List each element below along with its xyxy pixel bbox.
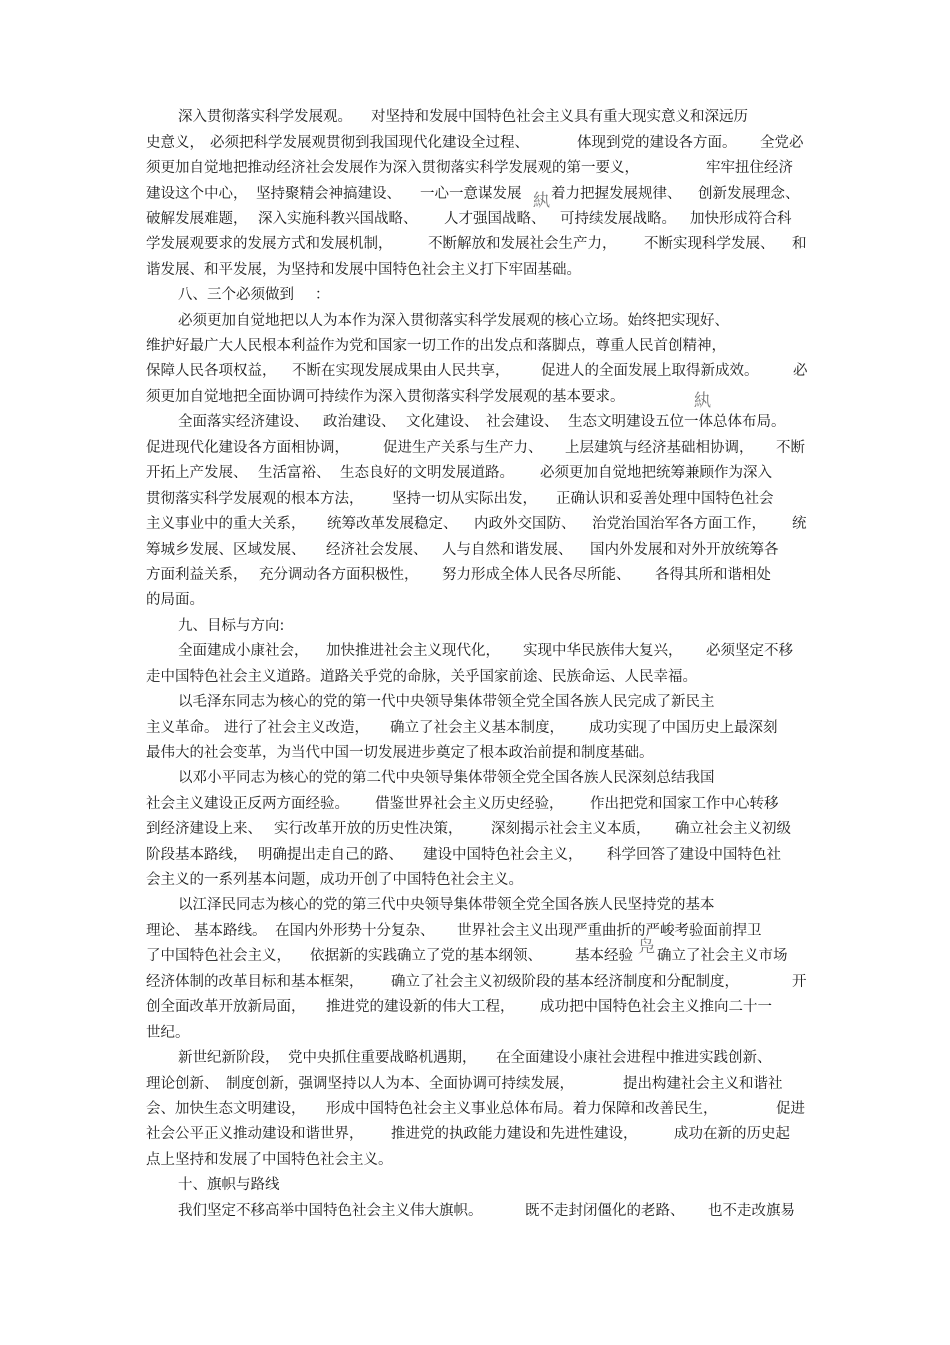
text-segment: 全面落实经济建设、: [178, 414, 309, 430]
text-segment: 统筹改革发展稳定、: [327, 516, 458, 532]
text-segment: 坚持聚精会神搞建设、: [256, 186, 401, 202]
text-segment: 科学回答了建设中国特色社: [607, 847, 781, 863]
text-segment: 以毛泽东同志为核心的党的第一代中央领导集体带领全党全国各族人民完成了新民主: [178, 694, 715, 710]
text-segment: 加快形成符合科: [690, 211, 792, 227]
text-segment: 也不走改旗易: [708, 1203, 795, 1219]
text-segment: 创全面改革开放新局面，: [146, 999, 306, 1015]
text-line: [0, 563, 950, 587]
scan-artifact-glyph: 凫: [638, 937, 655, 957]
text-segment: 保障人民各项权益，: [146, 363, 277, 379]
scan-artifact-glyph: 紈: [533, 191, 550, 211]
text-segment: 和: [792, 236, 807, 252]
text-segment: 成功实现了中国历史上最深刻: [589, 720, 778, 736]
text-segment: 借鉴世界社会主义历史经验，: [375, 796, 564, 812]
text-segment: 党中央抓住重要战略机遇期，: [288, 1050, 477, 1066]
text-line: [0, 741, 950, 765]
text-line: [0, 792, 950, 816]
text-segment: 确立了社会主义初级阶段的基本经济制度和分配制度，: [391, 974, 739, 990]
text-segment: 了中国特色社会主义，: [146, 948, 291, 964]
text-segment: 世界社会主义出现严重曲折的严峻考验面前捍卫: [457, 923, 762, 939]
text-line: [0, 385, 950, 409]
text-segment: 一心一意谋发展: [420, 186, 522, 202]
text-segment: 必须坚定不移: [706, 643, 793, 659]
text-line: [0, 359, 950, 383]
text-segment: 促进人的全面发展上取得新成效。: [541, 363, 759, 379]
text-line: [0, 588, 950, 612]
text-segment: 国内外发展和对外开放统筹各: [590, 542, 779, 558]
text-segment: 正确认识和妥善处理中国特色社会: [556, 491, 774, 507]
text-segment: 文化建设、: [406, 414, 479, 430]
text-segment: 人才强国战略、: [444, 211, 546, 227]
text-line: [0, 105, 950, 129]
text-segment: 上层建筑与经济基础相协调，: [565, 440, 754, 456]
text-segment: 提出构建社会主义和谐社: [623, 1076, 783, 1092]
text-segment: 筹城乡发展、区域发展、: [146, 542, 306, 558]
text-segment: 贯彻落实科学发展观的根本方法，: [146, 491, 364, 507]
text-segment: 阶段基本路线，: [146, 847, 248, 863]
text-segment: 破解发展难题，: [146, 211, 248, 227]
text-segment: 经济社会发展、: [326, 542, 428, 558]
text-segment: 创新发展理念、: [698, 186, 800, 202]
text-segment: 走中国特色社会主义道路。道路关乎党的命脉，关乎国家前途、民族命运、人民幸福。: [146, 669, 697, 685]
text-line: [0, 232, 950, 256]
text-segment: 社会主义建设正反两方面经验。: [146, 796, 349, 812]
text-segment: 治党治国治军各方面工作，: [592, 516, 766, 532]
text-line: [0, 614, 950, 638]
text-segment: 建设这个中心，: [146, 186, 248, 202]
text-segment: 对坚持和发展中国特色社会主义具有重大现实意义和深远历: [371, 109, 748, 125]
text-segment: 九、目标与方向:: [178, 618, 285, 634]
text-segment: 生态良好的文明发展道路。: [340, 465, 514, 481]
text-segment: 促进现代化建设各方面相协调，: [146, 440, 349, 456]
text-segment: 进行了社会主义改造，: [224, 720, 369, 736]
text-segment: 成功在新的历史起: [674, 1126, 790, 1142]
text-segment: 在全面建设小康社会进程中推进实践创新、: [496, 1050, 772, 1066]
text-segment: 不断解放和发展社会生产力，: [428, 236, 617, 252]
text-line: [0, 1021, 950, 1045]
text-segment: 会主义的一系列基本问题，成功开创了中国特色社会主义。: [146, 872, 523, 888]
text-segment: 最伟大的社会变革，为当代中国一切发展进步奠定了根本政治前提和制度基础。: [146, 745, 654, 761]
text-line: [0, 690, 950, 714]
text-segment: 不断: [776, 440, 805, 456]
text-segment: 推进党的建设新的伟大工程，: [326, 999, 515, 1015]
text-segment: 主义革命。: [146, 720, 219, 736]
text-segment: 实现中华民族伟大复兴，: [523, 643, 683, 659]
text-segment: 会、加快生态文明建设，: [146, 1101, 306, 1117]
text-segment: 新世纪新阶段，: [178, 1050, 280, 1066]
text-line: [0, 1199, 950, 1223]
text-line: [0, 182, 950, 206]
text-segment: 可持续发展战略。: [560, 211, 676, 227]
text-segment: 成功把中国特色社会主义推向二十一: [540, 999, 772, 1015]
text-segment: 必: [793, 363, 808, 379]
text-segment: 必须更加自觉地把以人为本作为深入贯彻落实科学发展观的核心立场。始终把实现好、: [178, 313, 729, 329]
text-segment: 充分调动各方面积极性，: [259, 567, 419, 583]
text-line: [0, 843, 950, 867]
text-line: [0, 1097, 950, 1121]
text-segment: 努力形成全体人民各尽所能、: [442, 567, 631, 583]
text-line: [0, 334, 950, 358]
text-segment: 坚持一切从实际出发，: [392, 491, 537, 507]
text-line: [0, 1148, 950, 1172]
text-segment: 深入贯彻落实科学发展观。: [178, 109, 352, 125]
text-line: [0, 665, 950, 689]
text-segment: 社会公平正义推动建设和谐世界，: [146, 1126, 364, 1142]
text-segment: 方面利益关系，: [146, 567, 248, 583]
text-segment: 生态文明建设五位一体总体布局。: [568, 414, 786, 430]
text-line: [0, 716, 950, 740]
text-line: [0, 207, 950, 231]
text-segment: 促进: [776, 1101, 805, 1117]
text-segment: 深刻揭示社会主义本质，: [491, 821, 651, 837]
text-segment: 开: [792, 974, 807, 990]
text-segment: 必须更加自觉地把统筹兼顾作为深入: [540, 465, 772, 481]
text-line: [0, 1072, 950, 1096]
text-line: [0, 156, 950, 180]
text-segment: 学发展观要求的发展方式和发展机制，: [146, 236, 393, 252]
text-segment: 以江泽民同志为核心的党的第三代中央领导集体带领全党全国各族人民坚持党的基本: [178, 897, 715, 913]
text-line: [0, 944, 950, 968]
text-segment: 须更加自觉地把全面协调可持续作为深入贯彻落实科学发展观的基本要求。: [146, 389, 625, 405]
text-segment: 理论创新、: [146, 1076, 219, 1092]
text-line: [0, 1173, 950, 1197]
text-line: [0, 512, 950, 536]
text-line: [0, 893, 950, 917]
text-segment: 加快推进社会主义现代化，: [326, 643, 500, 659]
text-line: [0, 817, 950, 841]
text-segment: 谐发展、和平发展，为坚持和发展中国特色社会主义打下牢固基础。: [146, 262, 581, 278]
text-segment: 依据新的实践确立了党的基本纲领、: [310, 948, 542, 964]
text-segment: 制度创新，强调坚持以人为本、全面协调可持续发展，: [226, 1076, 574, 1092]
text-segment: 确立了社会主义市场: [657, 948, 788, 964]
text-line: [0, 131, 950, 155]
text-segment: 形成中国特色社会主义事业总体布局。着力保障和改善民生，: [326, 1101, 718, 1117]
text-segment: 世纪。: [146, 1025, 190, 1041]
text-segment: 理论、: [146, 923, 190, 939]
text-line: [0, 461, 950, 485]
text-segment: 着力把握发展规律、: [551, 186, 682, 202]
text-segment: 深入实施科教兴国战略、: [258, 211, 418, 227]
text-segment: 基本经验: [575, 948, 633, 964]
text-segment: 八、三个必须做到: [178, 287, 294, 303]
text-line: [0, 309, 950, 333]
text-segment: 全面建成小康社会，: [178, 643, 309, 659]
text-segment: 统: [792, 516, 807, 532]
text-segment: 社会建设、: [486, 414, 559, 430]
text-segment: 的局面。: [146, 592, 204, 608]
text-segment: 体现到党的建设各方面。: [577, 135, 737, 151]
text-segment: 全党必: [760, 135, 804, 151]
text-line: [0, 283, 950, 307]
text-line: [0, 487, 950, 511]
text-segment: 确立社会主义初级: [675, 821, 791, 837]
text-segment: 不断实现科学发展、: [644, 236, 775, 252]
text-segment: 既不走封闭僵化的老路、: [525, 1203, 685, 1219]
text-line: [0, 538, 950, 562]
text-segment: 实行改革开放的历史性决策，: [274, 821, 463, 837]
text-segment: ：: [315, 287, 330, 303]
text-segment: 维护好最广大人民根本利益作为党和国家一切工作的出发点和落脚点，尊重人民首创精神，: [146, 338, 726, 354]
text-line: [0, 258, 950, 282]
text-segment: 人与自然和谐发展、: [442, 542, 573, 558]
text-line: [0, 436, 950, 460]
text-segment: 不断在实现发展成果由人民共享，: [292, 363, 510, 379]
text-segment: 各得其所和谐相处: [655, 567, 771, 583]
text-segment: 促进生产关系与生产力、: [383, 440, 543, 456]
text-segment: 明确提出走自己的路、: [258, 847, 403, 863]
text-segment: 建设中国特色社会主义，: [423, 847, 583, 863]
text-segment: 基本路线。: [194, 923, 267, 939]
text-segment: 我们坚定不移高举中国特色社会主义伟大旗帜。: [178, 1203, 483, 1219]
text-segment: 在国内外形势十分复杂、: [275, 923, 435, 939]
text-line: [0, 995, 950, 1019]
text-line: [0, 868, 950, 892]
text-segment: 生活富裕、: [258, 465, 331, 481]
text-line: [0, 639, 950, 663]
text-line: [0, 1122, 950, 1146]
text-line: [0, 766, 950, 790]
text-segment: 必须把科学发展观贯彻到我国现代化建设全过程、: [210, 135, 529, 151]
text-segment: 确立了社会主义基本制度，: [390, 720, 564, 736]
text-segment: 史意义，: [146, 135, 204, 151]
text-segment: 经济体制的改革目标和基本框架，: [146, 974, 364, 990]
text-line: [0, 970, 950, 994]
text-line: [0, 1046, 950, 1070]
text-segment: 内政外交国防、: [474, 516, 576, 532]
text-line: [0, 410, 950, 434]
text-segment: 推进党的执政能力建设和先进性建设，: [391, 1126, 638, 1142]
text-segment: 牢牢扭住经济: [706, 160, 793, 176]
text-segment: 政治建设、: [323, 414, 396, 430]
text-segment: 主义事业中的重大关系，: [146, 516, 306, 532]
text-segment: 十、旗帜与路线: [178, 1177, 280, 1193]
scan-artifact-glyph: 紈: [694, 391, 711, 411]
text-segment: 作出把党和国家工作中心转移: [590, 796, 779, 812]
text-segment: 点上坚持和发展了中国特色社会主义。: [146, 1152, 393, 1168]
text-segment: 以邓小平同志为核心的党的第二代中央领导集体带领全党全国各族人民深刻总结我国: [178, 770, 715, 786]
text-segment: 开拓上产发展、: [146, 465, 248, 481]
text-line: [0, 919, 950, 943]
text-segment: 到经济建设上来、: [146, 821, 262, 837]
text-segment: 须更加自觉地把推动经济社会发展作为深入贯彻落实科学发展观的第一要义，: [146, 160, 639, 176]
